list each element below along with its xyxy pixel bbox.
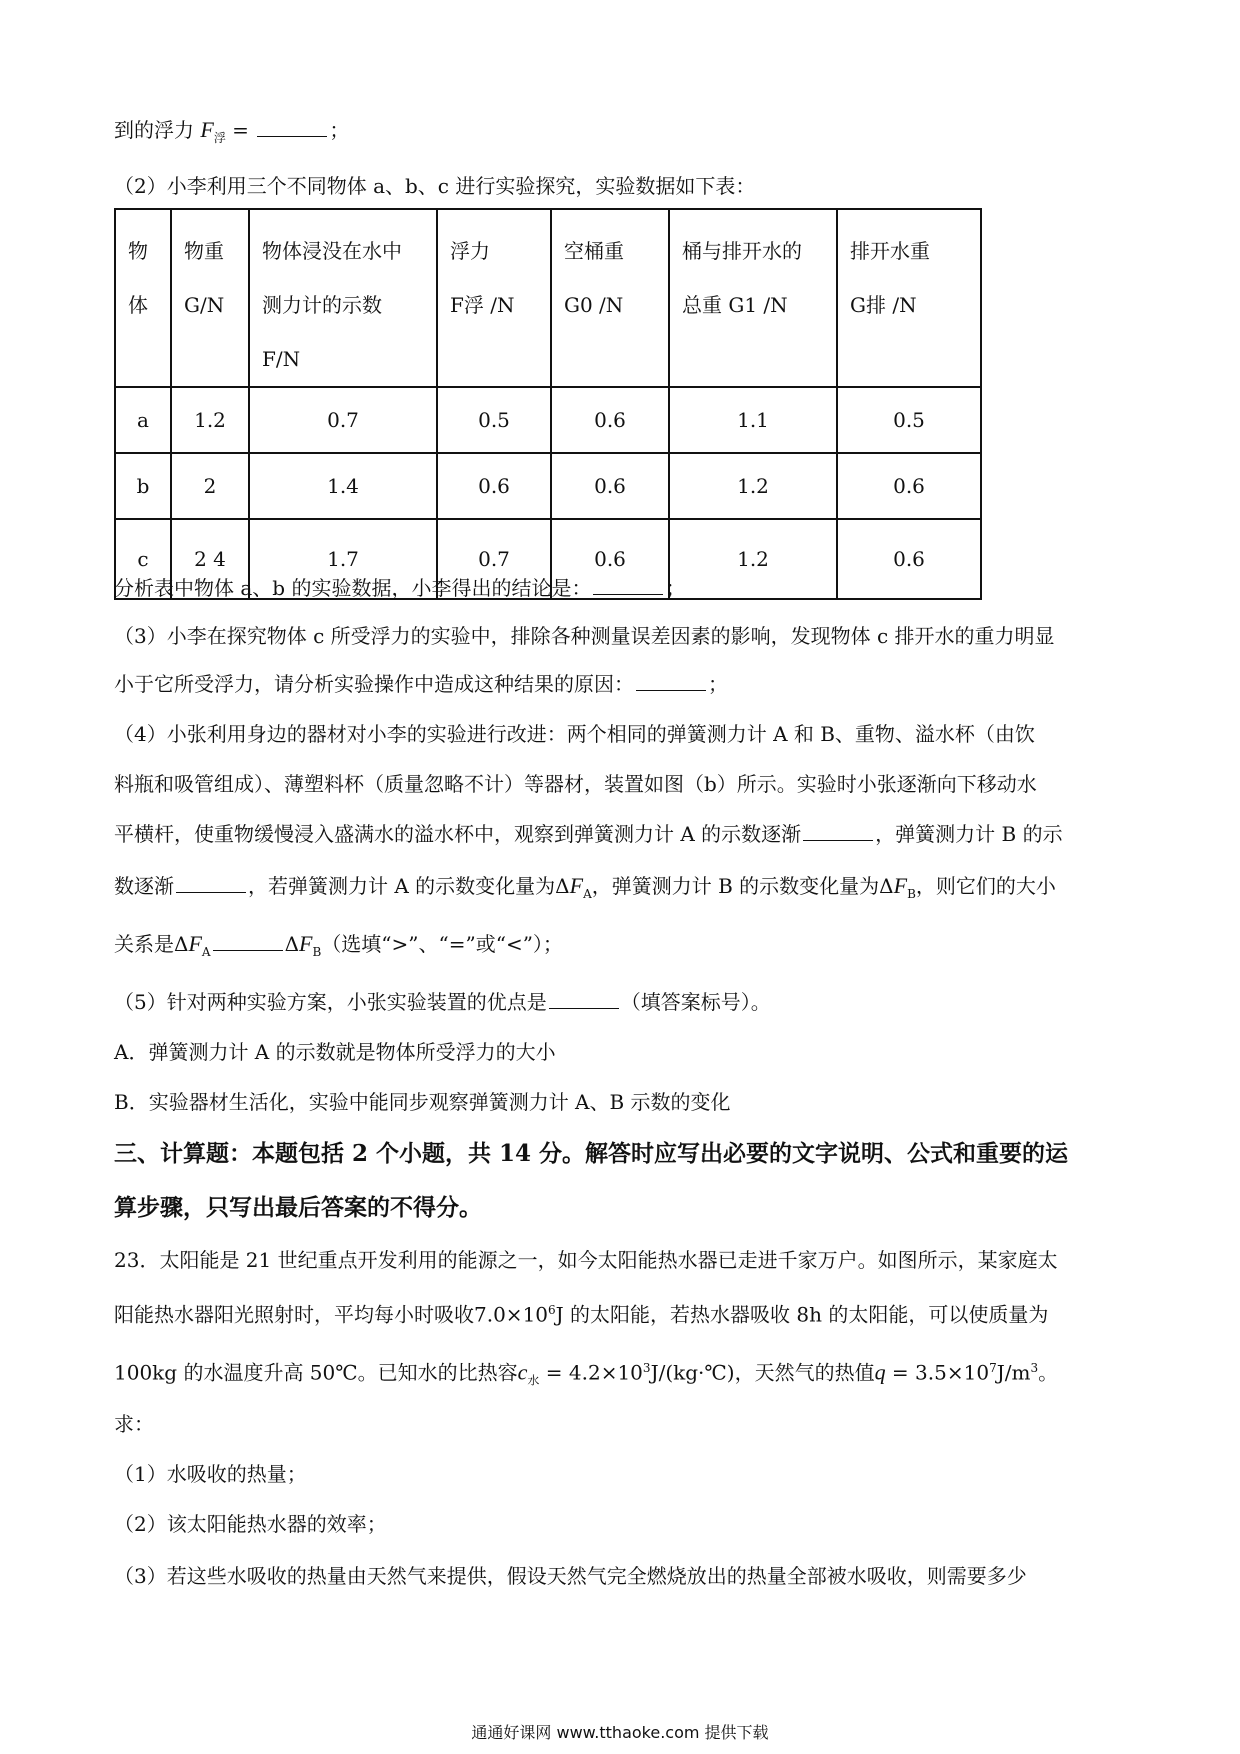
- table-cell: 0.6: [437, 453, 551, 519]
- question-5: （5）针对两种实验方案，小张实验装置的优点是 （填答案标号）。: [114, 990, 771, 1014]
- header-empty-bucket: 空桶重 G0 /N: [551, 209, 669, 387]
- end: ；: [329, 118, 350, 142]
- question-3-line1: （3）小李在探究物体 c 所受浮力的实验中，排除各种测量误差因素的影响，发现物体 c 排开水的重力明显: [114, 624, 1055, 648]
- table-cell: 0.6: [837, 519, 981, 599]
- table-cell: 1.2: [669, 453, 837, 519]
- question-23-line1: 23．太阳能是 21 世纪重点开发利用的能源之一，如今太阳能热水器已走进千家万户。如图所示，某家庭太: [114, 1248, 1058, 1272]
- question-4-line1: （4）小张利用身边的器材对小李的实验进行改进：两个相同的弹簧测力计 A 和 B、重物、溢水杯（由饮: [114, 722, 1035, 746]
- question-4-line3: 平横杆，使重物缓慢浸入盛满水的溢水杯中，观察到弹簧测力计 A 的示数逐渐 ，弹簧测力计 B 的示: [114, 822, 1063, 846]
- table-cell: 1.7: [249, 519, 437, 599]
- table-cell: a: [115, 387, 171, 453]
- table-row: [115, 387, 981, 453]
- answer-blank[interactable]: [636, 672, 706, 691]
- table-cell: 0.7: [437, 519, 551, 599]
- table-cell: b: [115, 453, 171, 519]
- table-cell: 1.2: [669, 519, 837, 599]
- table-cell: c: [115, 519, 171, 599]
- option-a: A．弹簧测力计 A 的示数就是物体所受浮力的大小: [114, 1040, 556, 1064]
- table-cell: 0.6: [551, 453, 669, 519]
- option-b: B．实验器材生活化，实验中能同步观察弹簧测力计 A、B 示数的变化: [114, 1090, 731, 1114]
- header-buoyancy: 浮力 F浮 /N: [437, 209, 551, 387]
- table-cell: 1.1: [669, 387, 837, 453]
- answer-blank[interactable]: [593, 576, 663, 595]
- header-weight: 物重 G/N: [171, 209, 249, 387]
- text: 小于它所受浮力，请分析实验操作中造成这种结果的原因：: [114, 672, 634, 696]
- question-23-part2: （2）该太阳能热水器的效率；: [114, 1512, 387, 1536]
- table-cell: 0.6: [837, 453, 981, 519]
- question-23-part3: （3）若这些水吸收的热量由天然气来提供，假设天然气完全燃烧放出的热量全部被水吸收，则需要多少: [114, 1564, 1027, 1588]
- table-cell: 2: [171, 453, 249, 519]
- question-23-line3: 100kg 的水温度升高 50℃。已知水的比热容$c_水$ = $4.2\times 10^3J/(kg\cdot℃)$，天然气的热值$q = 3.5\times 10^7J/m^3$。: [114, 1359, 1059, 1388]
- header-displaced-water: 排开水重 G排 /N: [837, 209, 981, 387]
- end: ；: [708, 672, 728, 696]
- header-scale-reading: 物体浸没在水中 测力计的示数 F/N: [249, 209, 437, 387]
- answer-blank[interactable]: [213, 932, 283, 951]
- question-23-line2: 阳能热水器阳光照射时，平均每小时吸收$7.0\times 10^6J$ 的太阳能，若热水器吸收 8h 的太阳能，可以使质量为: [114, 1302, 1049, 1327]
- section-3-heading-line1: 三、计算题：本题包括 2 个小题，共 14 分。解答时应写出必要的文字说明、公式和重要的运: [114, 1140, 1069, 1167]
- answer-blank[interactable]: [257, 118, 327, 137]
- table-cell: 0.7: [249, 387, 437, 453]
- analysis-line: [114, 574, 685, 602]
- question-23-ask: 求：: [114, 1412, 154, 1436]
- table-cell: 1.4: [249, 453, 437, 519]
- var-F: F: [200, 117, 214, 142]
- answer-blank[interactable]: [803, 822, 873, 841]
- page-footer: 通通好课网 www.tthaoke.com 提供下载: [471, 1723, 769, 1742]
- section-3-heading-line2: 算步骤，只写出最后答案的不得分。: [114, 1194, 482, 1221]
- question-23-part1: （1）水吸收的热量；: [114, 1462, 307, 1486]
- answer-blank[interactable]: [549, 990, 619, 1009]
- eq: =: [225, 118, 256, 142]
- table-cell: 0.5: [837, 387, 981, 453]
- question-3-line2: [114, 670, 728, 698]
- header-object: 物 体: [115, 209, 171, 387]
- table-row: [115, 453, 981, 519]
- data-table: [114, 208, 982, 600]
- table-cell: 0.6: [551, 519, 669, 599]
- header-bucket-total: 桶与排开水的 总重 G1 /N: [669, 209, 837, 387]
- text: 分析表中物体 a、b 的实验数据，小李得出的结论是：: [114, 576, 592, 600]
- sub: 浮: [213, 131, 226, 145]
- answer-blank[interactable]: [176, 874, 246, 893]
- table-cell: 1.2: [171, 387, 249, 453]
- question-4-line2: 料瓶和吸管组成）、薄塑料杯（质量忽略不计）等器材，装置如图（b）所示。实验时小张逐渐向下移动水: [114, 772, 1037, 796]
- question-4-line4: 数逐渐 ，若弹簧测力计 A 的示数变化量为$\Delta F_A$，弹簧测力计 B 的示数变化量为$\Delta F_B$，则它们的大小: [114, 873, 1056, 901]
- table-cell: 0.6: [551, 387, 669, 453]
- text: 到的浮力: [114, 118, 194, 142]
- fuli-blank-line: [114, 116, 349, 152]
- table-header-row: [115, 209, 981, 387]
- end: ；: [665, 576, 686, 600]
- question-2: （2）小李利用三个不同物体 a、b、c 进行实验探究，实验数据如下表：: [114, 174, 756, 198]
- table-cell: 2 4: [171, 519, 249, 599]
- question-4-line5: 关系是$\Delta F_A$ $\Delta F_B$（选填“>”、“=”或“<”）；: [114, 931, 563, 959]
- table-cell: 0.5: [437, 387, 551, 453]
